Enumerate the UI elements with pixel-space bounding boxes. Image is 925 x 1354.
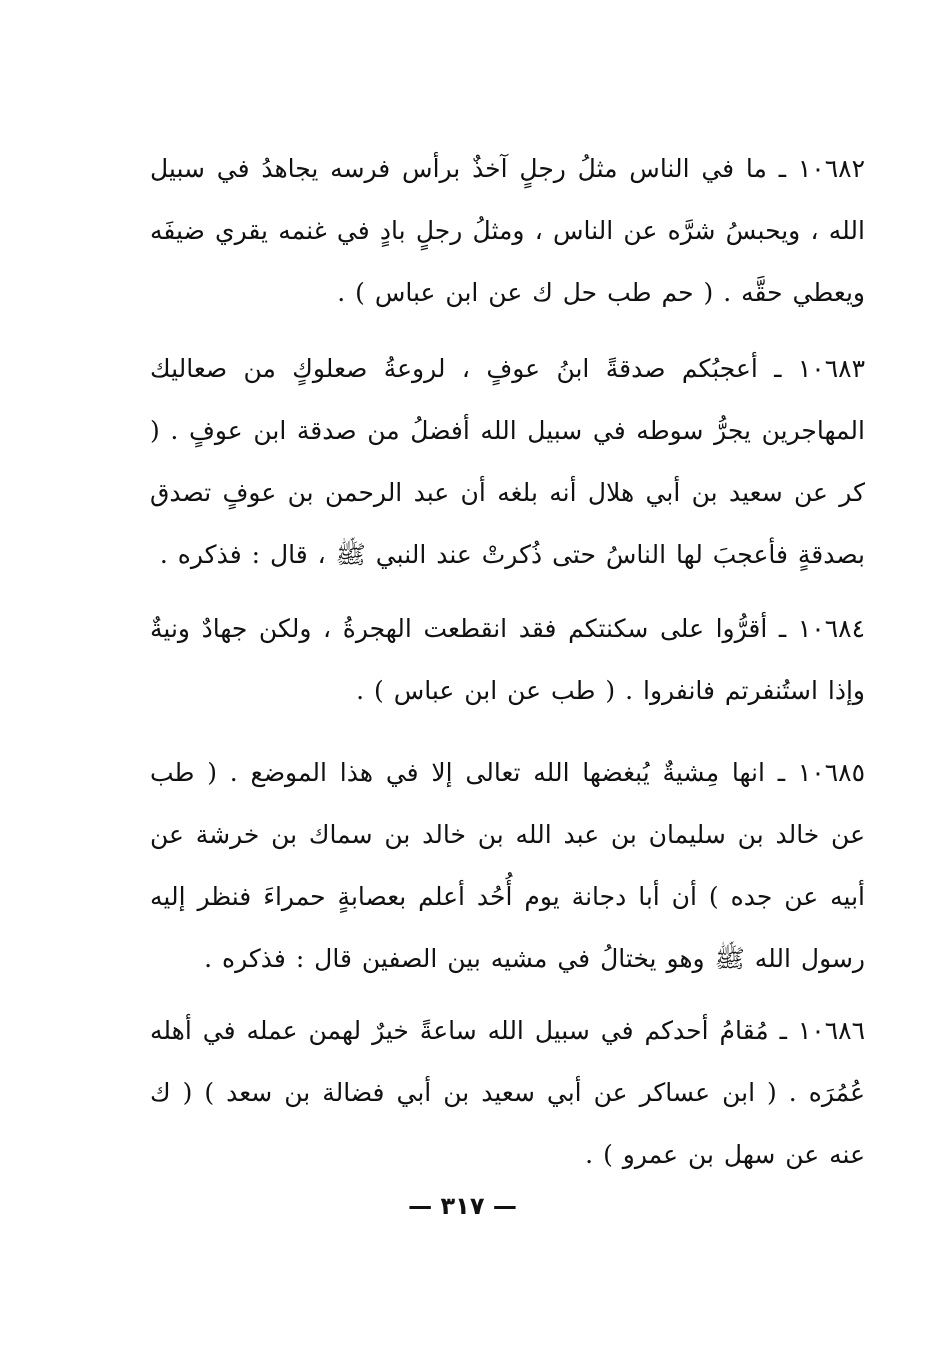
hadith-10682 [150,138,865,324]
hadith-text: ١٠٦٨٤ ـ أقرُّوا على سكنتكم فقد انقطعت الهجرةُ ، ولكن جهادٌ ونيةٌ وإذا استُنفرتم فانفروا . ( طب عن ابن عباس ) . [150,614,865,705]
hadith-text: ١٠٦٨٦ ـ مُقامُ أحدكم في سبيل الله ساعةً خيرٌ لهمن عمله في أهله عُمُرَه . ( ابن عساكر عن أبي سعيد بن أبي فضالة بن سعد ) ( ك عنه عن سهل بن عمرو ) . [150,1016,865,1169]
hadith-10685 [150,742,865,990]
page-number: — ٣١٧ — [408,1192,517,1220]
hadith-text: ١٠٦٨٥ ـ انها مِشيةٌ يُبغضها الله تعالى إلا في هذا الموضع . ( طب عن خالد بن سليمان بن عبد الله بن خالد بن سماك بن خرشة عن أبيه عن جده ) أن أبا دجانة يوم أُحُد أعلم بعصابةٍ حمراءَ فنظر إليه رسول الله ﷺ وهو يختالُ في مشيه بين الصفين قال : فذكره . [150,758,865,973]
hadith-10686 [150,1000,865,1186]
hadith-text: ١٠٦٨٢ ـ ما في الناس مثلُ رجلٍ آخذٌ برأس فرسه يجاهدُ في سبيل الله ، ويحبسُ شرَّه عن الناس ، ومثلُ رجلٍ بادٍ في غنمه يقري ضيفَه ويعطي حقَّه . ( حم طب حل ك عن ابن عباس ) . [150,154,865,307]
hadith-10683 [150,338,865,586]
hadith-10684 [150,598,865,722]
hadith-text: ١٠٦٨٣ ـ أعجبُكم صدقةً ابنُ عوفٍ ، لروعةُ صعلوكٍ من صعاليك المهاجرين يجرُّ سوطه في سبيل الله أفضلُ من صدقة ابن عوفٍ . ( كر عن سعيد بن أبي هلال أنه بلغه أن عبد الرحمن بن عوفٍ تصدق بصدقةٍ فأعجبَ لها الناسُ حتى ذُكرتْ عند النبي ﷺ ، قال : فذكره . [150,354,866,569]
